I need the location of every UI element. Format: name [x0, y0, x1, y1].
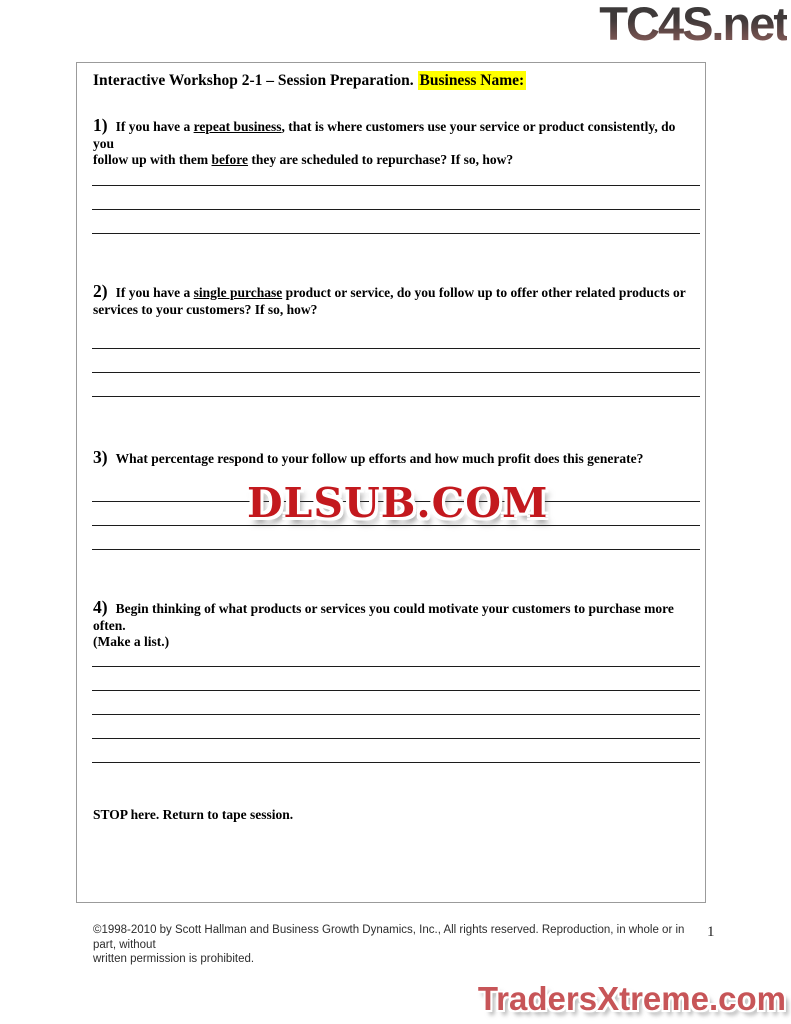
- stop-note: STOP here. Return to tape session.: [93, 807, 294, 822]
- question-2-text: [93, 285, 686, 317]
- question-4-number: 4): [93, 597, 108, 617]
- title-text: Interactive Workshop 2-1 – Session Preparation.: [93, 72, 414, 89]
- question-3-number: 3): [93, 447, 108, 467]
- question-4: [93, 599, 693, 651]
- text-segment: services to your customers? If so, how?: [93, 301, 318, 317]
- question-1-answer-lines: [92, 185, 700, 257]
- text-segment: product or service, do you follow up to offer other related products or: [282, 285, 686, 300]
- answer-line: [92, 185, 700, 186]
- answer-line: [92, 666, 700, 667]
- text-segment: If you have a: [115, 285, 194, 300]
- text-segment: follow up with them: [93, 152, 212, 167]
- answer-line: [92, 690, 700, 691]
- answer-line: [92, 348, 700, 349]
- copyright-line-2: written permission is prohibited.: [93, 953, 255, 965]
- answer-line: [92, 738, 700, 739]
- answer-line: [92, 209, 700, 210]
- copyright-notice: [93, 923, 698, 967]
- page-number: 1: [707, 924, 715, 940]
- answer-line: [92, 233, 700, 234]
- dlsub-watermark: DLSUB.COM: [247, 479, 549, 527]
- question-1-text: [93, 119, 675, 167]
- tradersxtreme-logo: TradersXtreme.com: [477, 980, 786, 1017]
- business-name-highlight: Business Name:: [419, 72, 525, 89]
- question-3-text: [116, 451, 644, 466]
- text-segment: Begin thinking of what products or services you could motivate your customers to purchase more often.: [93, 601, 674, 633]
- question-4-text: [93, 601, 674, 649]
- text-segment: they are scheduled to repurchase? If so, how?: [248, 152, 514, 167]
- copyright-line-1: ©1998-2010 by Scott Hallman and Business Growth Dynamics, Inc., All rights reserved. Reproduction, in whole or in part, without: [93, 924, 685, 951]
- text-segment: What percentage respond to your follow up efforts and how much profit does this generate?: [115, 451, 644, 466]
- answer-line: [92, 396, 700, 397]
- question-4-answer-lines: [92, 666, 700, 786]
- text-segment: If you have a: [115, 119, 194, 134]
- answer-line: [92, 762, 700, 763]
- question-2: [93, 283, 693, 318]
- text-segment: , that is where customers use your service or product consistently, do you: [93, 119, 676, 151]
- question-1-number: 1): [93, 115, 108, 135]
- worksheet-title: [93, 72, 526, 90]
- underlined-phrase: repeat business: [193, 119, 282, 134]
- question-2-number: 2): [93, 281, 108, 301]
- answer-line: [92, 714, 700, 715]
- tc4s-logo: TC4S.net: [599, 0, 787, 51]
- underlined-phrase: single purchase: [193, 285, 283, 300]
- answer-line: [92, 549, 700, 550]
- question-1: [93, 117, 693, 169]
- question-2-answer-lines: [92, 348, 700, 420]
- underlined-phrase: before: [211, 152, 249, 167]
- text-segment: (Make a list.): [93, 634, 170, 649]
- answer-line: [92, 372, 700, 373]
- question-3: [93, 449, 693, 468]
